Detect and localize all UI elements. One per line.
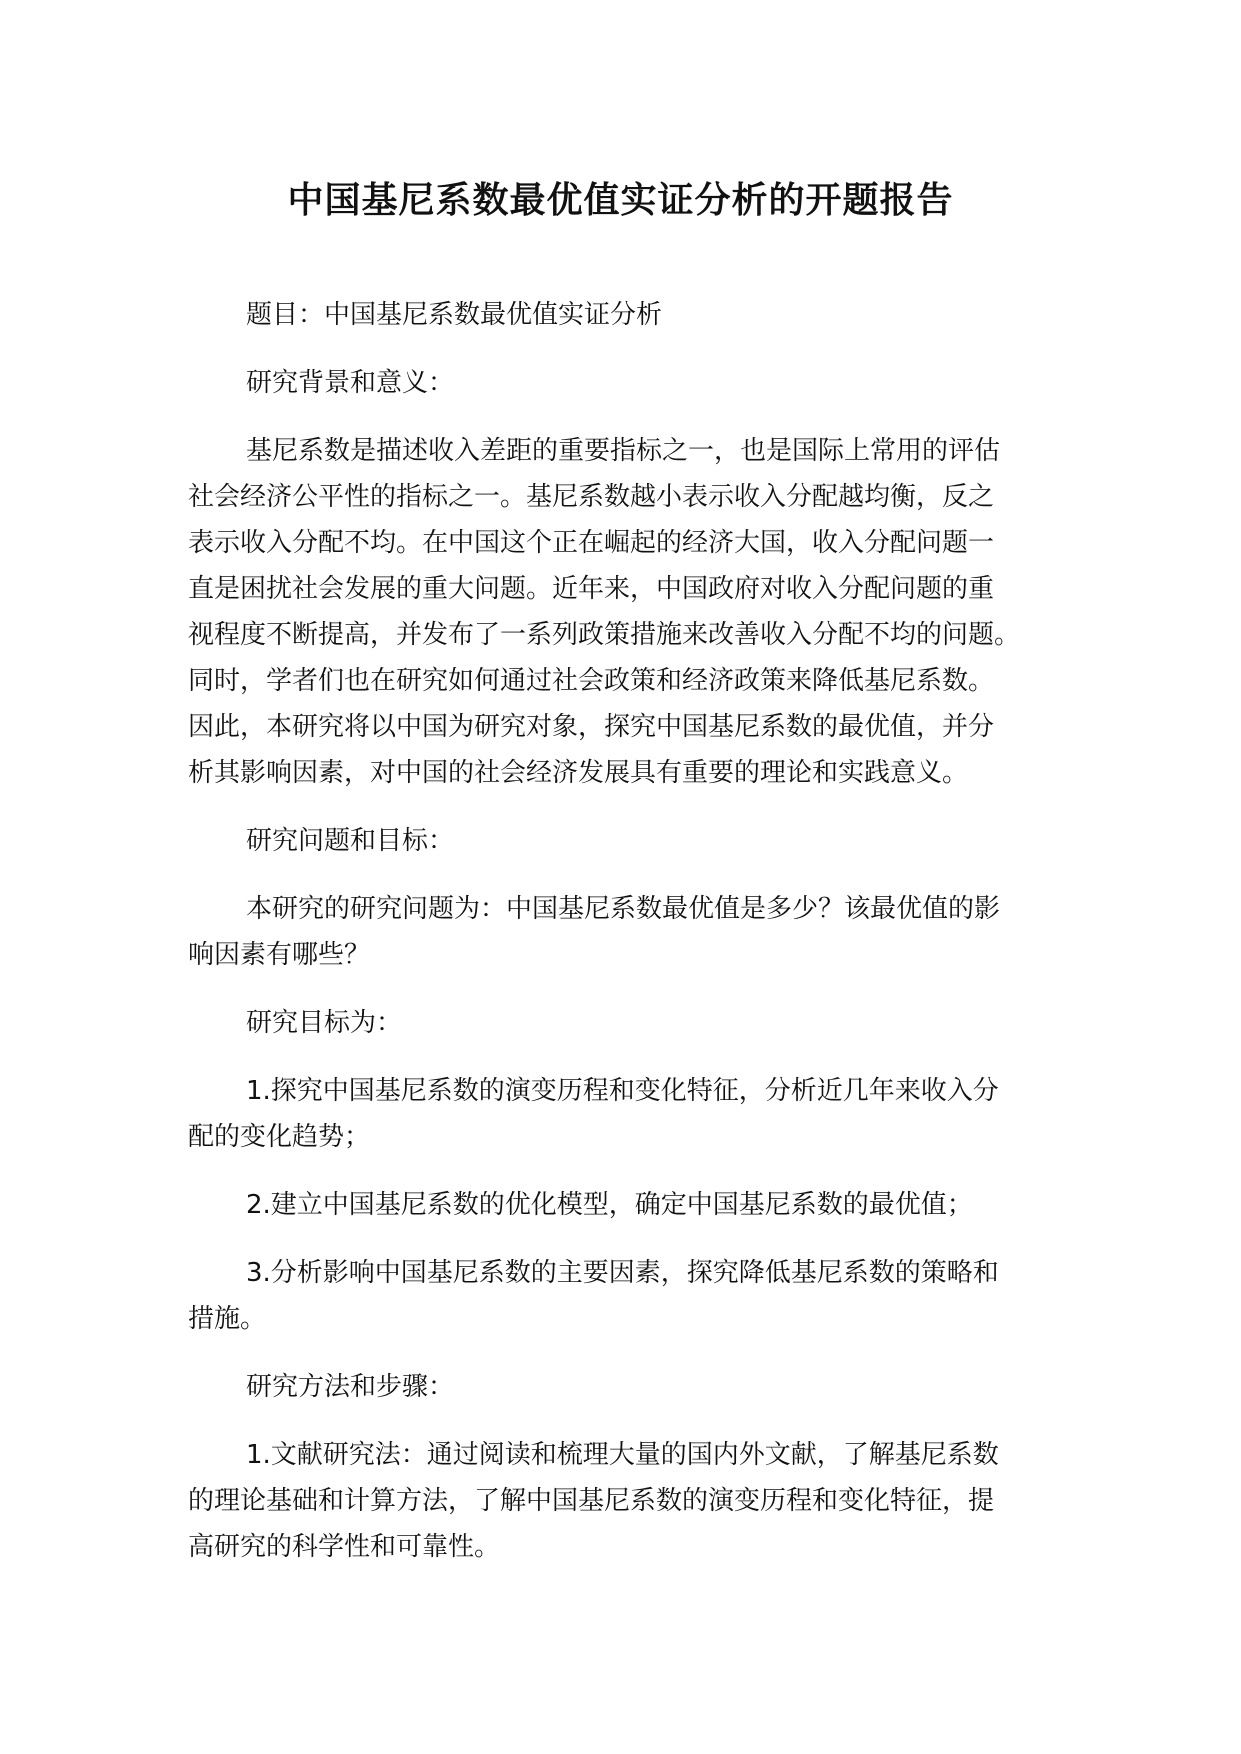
background-paragraph — [188, 428, 1108, 796]
methods-heading: 研究方法和步骤： — [246, 1372, 455, 1402]
paragraph-line: 措施。 — [188, 1304, 267, 1334]
paragraph-line: 本研究的研究问题为：中国基尼系数最优值是多少？该最优值的影 — [246, 894, 1001, 924]
topic-line: 题目：中国基尼系数最优值实证分析 — [246, 300, 663, 330]
goal-item-2: 2.建立中国基尼系数的优化模型，确定中国基尼系数的最优值； — [246, 1190, 973, 1220]
paragraph-line: 配的变化趋势； — [188, 1122, 371, 1152]
method-item-1 — [188, 1432, 1108, 1570]
goal-item-1 — [188, 1068, 1108, 1160]
questions-paragraph — [188, 886, 1108, 978]
paragraph-line: 1.探究中国基尼系数的演变历程和变化特征，分析近几年来收入分 — [246, 1076, 999, 1106]
paragraph-line: 析其影响因素，对中国的社会经济发展具有重要的理论和实践意义。 — [188, 758, 969, 788]
paragraph-line: 因此，本研究将以中国为研究对象，探究中国基尼系数的最优值，并分 — [188, 712, 995, 742]
paragraph-line: 表示收入分配不均。在中国这个正在崛起的经济大国，收入分配问题一 — [188, 528, 995, 558]
background-heading: 研究背景和意义： — [246, 368, 455, 398]
paragraph-line: 1.文献研究法：通过阅读和梳理大量的国内外文献，了解基尼系数 — [246, 1440, 999, 1470]
paragraph-line: 社会经济公平性的指标之一。基尼系数越小表示收入分配越均衡，反之 — [188, 482, 995, 512]
paragraph-line: 3.分析影响中国基尼系数的主要因素，探究降低基尼系数的策略和 — [246, 1258, 999, 1288]
goal-item-3 — [188, 1250, 1108, 1342]
paragraph-line: 的理论基础和计算方法，了解中国基尼系数的演变历程和变化特征，提 — [188, 1486, 995, 1516]
paragraph-line: 视程度不断提高，并发布了一系列政策措施来改善收入分配不均的问题。 — [188, 620, 1021, 650]
paragraph-line: 直是困扰社会发展的重大问题。近年来，中国政府对收入分配问题的重 — [188, 574, 995, 604]
goals-heading: 研究目标为： — [246, 1008, 403, 1038]
paragraph-line: 同时，学者们也在研究如何通过社会政策和经济政策来降低基尼系数。 — [188, 666, 995, 696]
paragraph-line: 响因素有哪些？ — [188, 940, 371, 970]
paragraph-line: 基尼系数是描述收入差距的重要指标之一，也是国际上常用的评估 — [246, 436, 1001, 466]
document-title: 中国基尼系数最优值实证分析的开题报告 — [287, 180, 954, 221]
document-body — [188, 292, 1108, 1592]
questions-heading: 研究问题和目标： — [246, 826, 455, 856]
paragraph-line: 高研究的科学性和可靠性。 — [188, 1532, 501, 1562]
